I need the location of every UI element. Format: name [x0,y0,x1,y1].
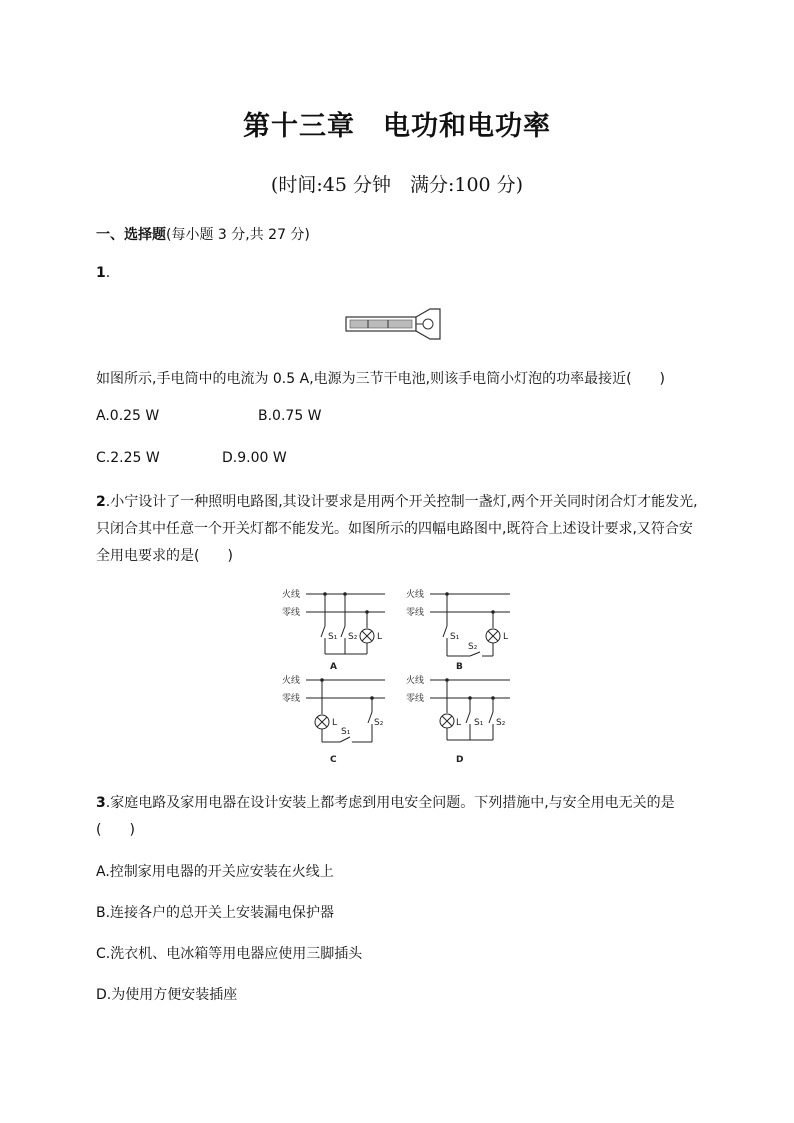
question-3-line1: 3.家庭电路及家用电器在设计安装上都考虑到用电安全问题。下列措施中,与安全用电无关的是 [96,795,675,811]
neutral-wire-label-c: 零线 [282,694,301,704]
live-wire-label-c: 火线 [282,676,301,686]
option-3b[interactable]: B.连接各户的总开关上安装漏电保护器 [96,905,335,921]
switch-label-d2: S₂ [496,718,506,728]
flashlight-figure [340,306,450,342]
switch-label-d1: S₁ [474,718,484,728]
question-1-stem: 如图所示,手电筒中的电流为 0.5 A,电源为三节干电池,则该手电筒小灯泡的功率最接近( ) [96,371,666,387]
option-3a[interactable]: A.控制家用电器的开关应安装在火线上 [96,864,334,880]
switch-label-c2: S₂ [374,718,384,728]
exam-info: (时间:45 分钟 满分:100 分) [270,174,524,196]
live-wire-label-a: 火线 [282,590,301,600]
switch-label-b1: S₁ [450,632,460,642]
switch-label-a2: S₂ [348,632,358,642]
question-2-line2: 只闭合其中任意一个开关灯都不能发光。如图所示的四幅电路图中,既符合上述设计要求,又符合安 [96,521,693,537]
option-1b[interactable]: B.0.75 W [258,408,322,424]
switch-label-c1: S₁ [341,727,351,737]
switch-label-a1: S₁ [328,632,338,642]
page-title: 第十三章 电功和电功率 [243,111,551,142]
question-3-line2: ( ) [96,822,135,838]
lamp-label-b: L [503,632,509,642]
question-2-line3: 全用电要求的是( ) [96,548,233,564]
neutral-wire-label-b: 零线 [406,608,425,618]
section-title: 一、选择题 [96,227,166,243]
section-note: (每小题 3 分,共 27 分) [166,227,310,243]
option-3c[interactable]: C.洗衣机、电冰箱等用电器应使用三脚插头 [96,946,363,962]
circuit-diagrams [280,582,520,772]
option-1a[interactable]: A.0.25 W [96,408,160,424]
section-heading [96,224,310,244]
question-2-line1: 2.小宁设计了一种照明电路图,其设计要求是用两个开关控制一盏灯,两个开关同时闭合灯才能发光, [96,494,698,510]
neutral-wire-label-d: 零线 [406,694,425,704]
lamp-label-a: L [377,632,383,642]
question-1-number: 1. [96,265,111,281]
caption-c: C [330,755,337,765]
option-3d[interactable]: D.为使用方便安装插座 [96,987,238,1003]
live-wire-label-b: 火线 [406,590,425,600]
caption-a: A [330,662,337,672]
switch-label-b2: S₂ [468,642,478,652]
lamp-label-c: L [332,718,338,728]
caption-b: B [456,662,463,672]
neutral-wire-label-a: 零线 [282,608,301,618]
live-wire-label-d: 火线 [406,676,425,686]
caption-d: D [456,755,464,765]
lamp-label-d: L [456,718,462,728]
option-1c[interactable]: C.2.25 W [96,450,160,466]
option-1d[interactable]: D.9.00 W [222,450,287,466]
